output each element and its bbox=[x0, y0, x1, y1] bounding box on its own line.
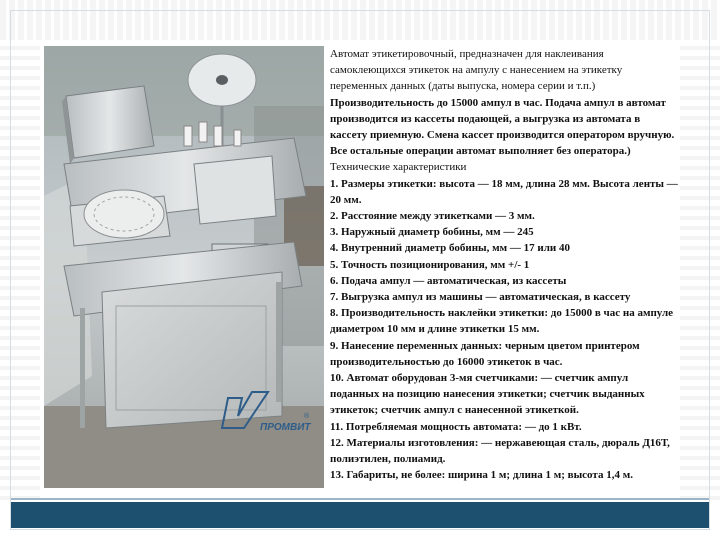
spec-item: 4. Внутренний диаметр бобины, мм — 17 или 40 bbox=[330, 242, 570, 255]
productivity-text: Производительность до 15000 ампул в час. Подача ампул в автомат производится из кассеты подающей, а выгрузка из автомата в кассету приемную. Смена кассет производится оператором вручную. Все остальные операции автомат выполняет без оператора.) bbox=[330, 96, 675, 158]
registered-mark: ® bbox=[304, 413, 310, 420]
spec-item: 8. Производительность наклейки этикетки: до 15000 в час на ампуле диаметром 10 мм и длине этикетки 15 мм. bbox=[330, 307, 674, 336]
intro-text: Автомат этикетировочный, предназначен для наклеивания самоклеющихся этикеток на ампулу с нанесением на этикетку переменных данных (даты выпуска, номера серии и т.п.) bbox=[330, 48, 623, 93]
spec-item: 11. Потребляемая мощность автомата: — до 1 кВт. bbox=[330, 420, 582, 433]
bottom-bar bbox=[11, 502, 709, 528]
spec-item: 13. Габариты, не более: ширина 1 м; длина 1 м; высота 1,4 м. bbox=[330, 469, 633, 482]
spec-item: 12. Материалы изготовления: — нержавеющая сталь, дюраль Д16Т, полиэтилен, полиамид. bbox=[330, 436, 670, 466]
spec-item: 1. Размеры этикетки: высота — 18 мм, длина 28 мм. Высота ленты — 20 мм. bbox=[330, 177, 678, 206]
spec-item: 7. Выгрузка ампул из машины — автоматическая, в кассету bbox=[330, 291, 631, 304]
specs-heading: Технические характеристики bbox=[330, 161, 467, 174]
spec-item: 2. Расстояние между этикетками — 3 мм. bbox=[330, 210, 535, 223]
spec-item: 10. Автомат оборудован 3-мя счетчиками: — счетчик ампул поданных на позицию нанесения этикетки; счетчик выданных этикеток; счетчик ампул с нанесенной этикеткой. bbox=[330, 372, 645, 417]
machine-photo bbox=[44, 46, 324, 488]
bottom-accent-line bbox=[11, 498, 709, 500]
spec-item: 9. Нанесение переменных данных: черным цветом принтером производительностью до 16000 этикеток в час. bbox=[330, 339, 640, 368]
spec-item: 6. Подача ампул — автоматическая, из кассеты bbox=[330, 274, 567, 287]
spec-item: 5. Точность позиционирования, мм +/- 1 bbox=[330, 258, 530, 271]
logo-text: ПРОМВИТ bbox=[260, 422, 311, 433]
description-panel bbox=[330, 46, 680, 488]
spec-item: 3. Наружный диаметр бобины, мм — 245 bbox=[330, 226, 534, 239]
